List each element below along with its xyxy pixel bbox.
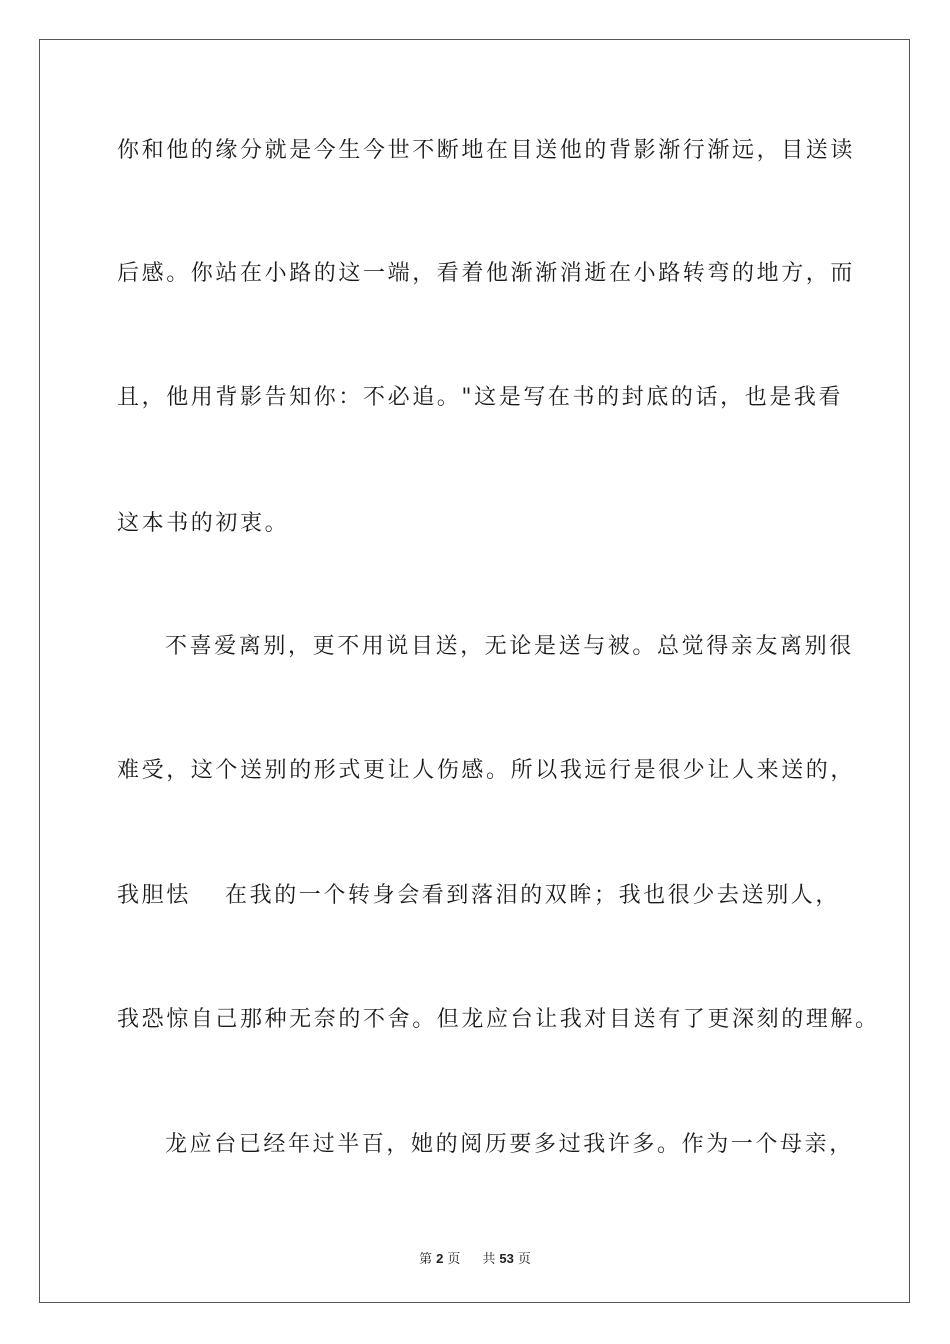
- body-line-3: 且，他用背影告知你：不必追。"这是写在书的封底的话，也是我看: [117, 385, 844, 410]
- footer-total-pages: 53: [499, 1251, 514, 1266]
- body-line-2: 后感。你站在小路的这一端，看着他渐渐消逝在小路转弯的地方，而: [117, 261, 856, 286]
- paragraph-3-line-1: 龙应台已经年过半百，她的阅历要多过我许多。作为一个母亲，: [165, 1132, 854, 1157]
- paragraph-2-line-4: 我恐惊自己那种无奈的不舍。但龙应台让我对目送有了更深刻的理解。: [117, 1007, 880, 1032]
- page-footer: [0, 1248, 950, 1267]
- paragraph-2-line-2: 难受，这个送别的形式更让人伤感。所以我远行是很少让人来送的，: [117, 758, 856, 783]
- body-line-1: 你和他的缘分就是今生今世不断地在目送他的背影渐行渐远，目送读: [117, 138, 856, 163]
- paragraph-2-line-1: 不喜爱离别，更不用说目送，无论是送与被。总觉得亲友离别很: [165, 634, 854, 659]
- footer-total-prefix: 共: [482, 1252, 496, 1267]
- body-line-4: 这本书的初衷。: [117, 511, 290, 536]
- page-frame: [39, 39, 910, 1303]
- footer-page-prefix: 第: [419, 1252, 433, 1267]
- footer-page-suffix: 页: [447, 1252, 461, 1267]
- footer-total-suffix: 页: [517, 1252, 531, 1267]
- footer-page-number: 2: [436, 1251, 444, 1266]
- paragraph-2-line-3: 我胆怯 在我的一个转身会看到落泪的双眸；我也很少去送别人，: [117, 883, 840, 908]
